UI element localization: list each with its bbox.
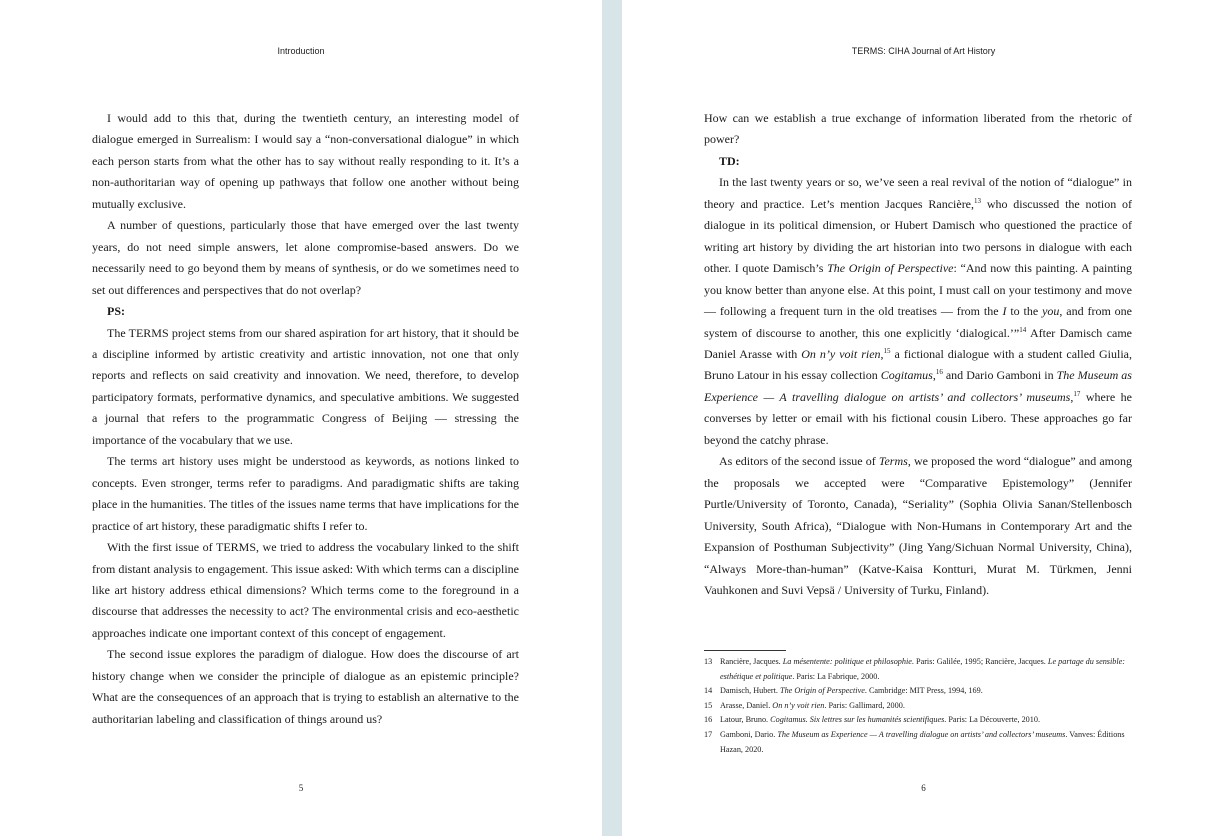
text-span: to the (1006, 304, 1043, 319)
text-span: , (932, 368, 936, 383)
footnote-ref[interactable]: 15 (883, 346, 891, 355)
book-title: The Origin of Perspective (827, 261, 954, 276)
paragraph: I would add to this that, during the twentieth century, an interesting model of dialogue emerged in Surrealism: I would say a “non-conversational dialogue” in which each person starts from what the other has to say without really responding to it. It’s a non-authoritarian way of opening up pathways that follow one another without being mutually exclusive. (92, 111, 519, 211)
paragraph (704, 451, 1132, 601)
footnote-text: Gamboni, Dario. The Museum as Experience — A travelling dialogue on artists’ and collectors’ museums. Vanves: Éditions Hazan, 2020. (720, 729, 1125, 754)
book-title: Cogitamus (880, 368, 933, 383)
text-span: As editors of the second issue of (719, 454, 879, 469)
speaker-label: PS: (107, 304, 125, 319)
speaker-label: TD: (719, 153, 740, 168)
text-span: In the last twenty years or so, we’ve seen a real revival of the notion of “dialogue” in theory and practice. Let’s mention Jacques Rancière, (704, 175, 1132, 211)
text-span: , (1070, 389, 1074, 404)
footnote-text: Arasse, Daniel. On n’y voit rien. Paris: Gallimard, 2000. (720, 700, 905, 710)
left-page (0, 0, 602, 836)
paragraph: The TERMS project stems from our shared aspiration for art history, that it should be a discipline informed by artistic creativity and artistic innovation, not one that only reports and reflects on said creativity and innovation. We need, therefore, to develop participatory formats, performative dynamics, and speculative ambitions. We suggested a journal that refers to the programmatic Congress of Beijing — stressing the importance of the vocabulary that we use. (92, 325, 519, 447)
text-span: , (880, 346, 884, 361)
journal-title: Terms (878, 454, 908, 469)
paragraph: The second issue explores the paradigm of dialogue. How does the discourse of art history change when we consider the principle of dialogue as an epistemic principle? What are the consequences of an approach that is trying to establish an alternative to the authoritarian labeling and classification of things around us? (92, 647, 519, 726)
text-span: and Dario Gamboni in (942, 368, 1057, 383)
body-text (92, 108, 519, 730)
page-number: 5 (298, 783, 304, 793)
footnote-ref[interactable]: 17 (1073, 389, 1081, 398)
running-header: TERMS: CIHA Journal of Art History (851, 46, 996, 56)
right-page (622, 0, 1225, 836)
footnote-text: Rancière, Jacques. La mésentente: politique et philosophie. Paris: Galilée, 1995; Rancière, Jacques. Le partage du sensible: esthétique et politique. Paris: La Fabrique, 2000. (720, 657, 1125, 681)
page-number: 6 (921, 783, 926, 793)
paragraph: A number of questions, particularly those that have emerged over the last twenty years, do not need simple answers, let alone compromise-based answers. Do we necessarily need to go beyond them by means of synthesis, or do we sometimes need to set out differences and perspectives that do not overlap? (92, 218, 519, 297)
book-title: The Museum as Experience — A travelling dialogue on artists’ and collectors’ museums (704, 368, 1132, 404)
paragraph: How can we establish a true exchange of information liberated from the rhetoric of power? (704, 111, 1132, 147)
footnote (704, 684, 1132, 699)
text-span: After Damisch came Daniel Arasse with (704, 325, 1133, 361)
text-span: , and from one system of discourse to another, this one explicitly ‘dialogical.’” (704, 304, 1132, 340)
text-span: , we proposed the word “dialogue” and among the proposals we accepted were “Comparative Epistemology” (Jennifer Purtle/University of Toronto, Canada), “Seriality” (Sophia Olivia Sanan/Stellenbosch University, South Africa), “Dialogue with Non-Humans in Contemporary Art and the Expansion of Posthuman Subjectivity” (Jing Yang/Sichuan Normal University, China), “Always More-than-human” (Katve-Kaisa Kontturi, Murat M. Türkmen, Jenni Vauhkonen and Suvi Vepsä / University of Turku, Finland). (704, 454, 1133, 597)
footnote-number: 17 (704, 729, 713, 739)
body-text (704, 108, 1132, 601)
text-span: a fictional dialogue with a student called Giulia, Bruno Latour in his essay collection (704, 346, 1132, 383)
footnotes (704, 655, 1132, 757)
paragraph: The terms art history uses might be understood as keywords, as notions linked to concepts. Even stronger, terms refer to paradigms. And paradigmatic shifts are taking place in the humanities. The titles of the issues name terms that have implications for the practice of art history, these paradigmatic shifts I refer to. (92, 454, 519, 533)
book-title: On n’y voit rien (801, 346, 881, 361)
footnote (704, 713, 1132, 728)
text-span: where he converses by letter or email with his fictional cousin Libero. These approaches go far beyond the catchy phrase. (704, 389, 1132, 447)
running-header: Introduction (277, 46, 325, 56)
footnote-divider (704, 650, 786, 651)
footnote-number: 14 (704, 686, 713, 696)
footnote-ref[interactable]: 16 (935, 368, 943, 377)
footnote-text: Damisch, Hubert. The Origin of Perspective. Cambridge: MIT Press, 1994, 169. (720, 686, 983, 696)
paragraph: With the first issue of TERMS, we tried to address the vocabulary linked to the shift from distant analysis to engagement. This issue asked: With which terms can a discipline like art history address ethical dimensions? Which terms come to the foreground in a discourse that addresses the necessity to act? The environmental crisis and eco-aesthetic approaches indicate one important context of this concept of engagement. (92, 540, 519, 640)
footnote-ref[interactable]: 13 (974, 196, 982, 205)
emphasis: you (1042, 304, 1060, 319)
text-span: who discussed the notion of dialogue in its political dimension, or Hubert Damisch who questioned the practice of writing art history by dividing the art historian into two persons in dialogue with each other. I quote Damisch’s (704, 196, 1132, 276)
footnote-number: 13 (704, 657, 713, 666)
footnote (704, 655, 1132, 684)
footnote (704, 699, 1132, 714)
page-gutter (602, 0, 622, 836)
footnote-number: 16 (704, 715, 713, 725)
footnote-text: Latour, Bruno. Cogitamus. Six lettres sur les humanités scientifiques. Paris: La Découverte, 2010. (720, 715, 1041, 725)
footnote (704, 728, 1132, 757)
text-span: : “And now this painting. A painting you know better than anyone else. At this point, I must call on your testimony and move — following a frequent turn in the old treatises — from the (704, 261, 1133, 319)
paragraph (704, 172, 1132, 451)
footnote-ref[interactable]: 14 (1019, 325, 1027, 334)
footnote-number: 15 (704, 700, 713, 710)
emphasis: I (1002, 304, 1007, 319)
